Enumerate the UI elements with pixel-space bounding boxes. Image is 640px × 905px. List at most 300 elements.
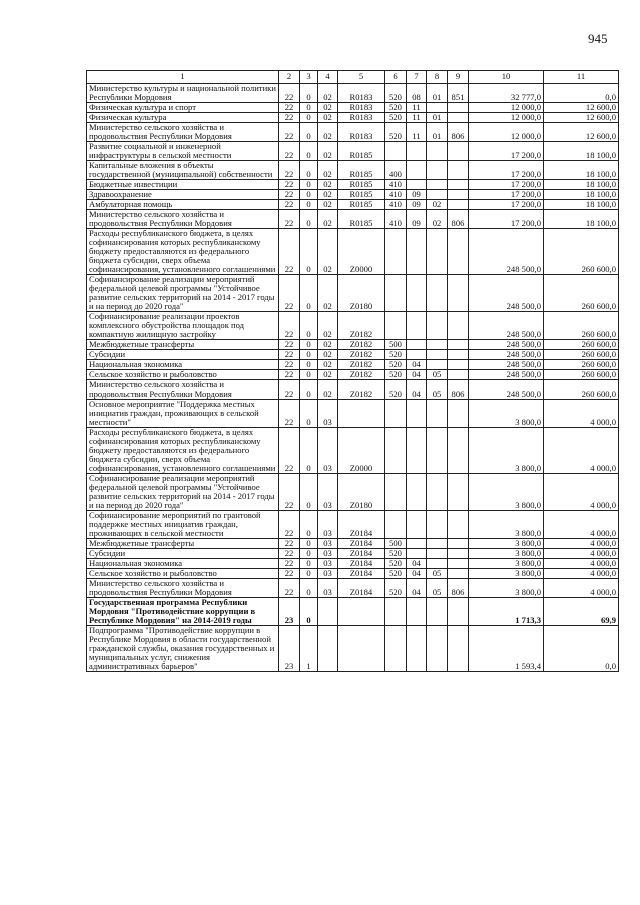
col11-amount: 69,9 [544, 597, 619, 625]
col9-value [448, 275, 469, 312]
col2-value: 22 [279, 340, 300, 350]
col6-value [385, 399, 407, 427]
col3-value: 0 [300, 142, 318, 161]
table-row [87, 538, 619, 548]
col8-value [427, 190, 448, 200]
col5-value: Z0184 [338, 568, 385, 578]
col6-value: 520 [385, 113, 407, 123]
col7-value [407, 275, 427, 312]
col8-value [427, 625, 448, 671]
col7-value: 04 [407, 360, 427, 370]
col7-value: 08 [407, 84, 427, 103]
row-name: Софинансирование реализации проектов комплексного обустройства площадок под компактную жилищную застройку [87, 312, 279, 340]
col11-amount: 260 600,0 [544, 340, 619, 350]
col7-value [407, 625, 427, 671]
col10-amount: 248 500,0 [469, 312, 544, 340]
col7-value [407, 399, 427, 427]
row-name: Национальная экономика [87, 360, 279, 370]
col10-amount: 1 713,3 [469, 597, 544, 625]
col-header: 7 [407, 71, 427, 84]
col7-value [407, 510, 427, 538]
col3-value: 0 [300, 123, 318, 142]
col4-value: 02 [318, 312, 338, 340]
col10-amount: 17 200,0 [469, 210, 544, 229]
col2-value: 22 [279, 161, 300, 180]
col10-amount: 3 800,0 [469, 548, 544, 558]
table-row [87, 473, 619, 510]
col8-value [427, 180, 448, 190]
col7-value [407, 161, 427, 180]
col-header: 3 [300, 71, 318, 84]
col10-amount: 248 500,0 [469, 340, 544, 350]
table-row [87, 360, 619, 370]
row-name: Софинансирование реализации мероприятий федеральной целевой программы "Устойчивое развитие сельских территорий на 2014 - 2017 годы и на период до 2020 года" [87, 275, 279, 312]
col2-value: 22 [279, 103, 300, 113]
col2-value: 23 [279, 625, 300, 671]
col6-value: 520 [385, 350, 407, 360]
col4-value: 02 [318, 161, 338, 180]
col6-value: 520 [385, 548, 407, 558]
col9-value [448, 103, 469, 113]
col7-value [407, 340, 427, 350]
col3-value: 0 [300, 578, 318, 597]
col10-amount: 3 800,0 [469, 510, 544, 538]
col2-value: 23 [279, 597, 300, 625]
row-name: Министерство культуры и национальной политики Республики Мордовия [87, 84, 279, 103]
col7-value [407, 350, 427, 360]
col7-value: 04 [407, 558, 427, 568]
table-row [87, 142, 619, 161]
col3-value: 0 [300, 113, 318, 123]
col10-amount: 248 500,0 [469, 229, 544, 275]
col8-value [427, 548, 448, 558]
row-name: Расходы республиканского бюджета, в целях софинансирования которых республиканскому бюджету предоставляются из федерального бюджета субсидии, сверх объема софинансирования, установленного соглашениями [87, 427, 279, 473]
table-row [87, 229, 619, 275]
table-row [87, 275, 619, 312]
col8-value [427, 427, 448, 473]
col5-value: R0185 [338, 200, 385, 210]
col5-value: Z0184 [338, 538, 385, 548]
col10-amount: 1 593,4 [469, 625, 544, 671]
col11-amount: 18 100,0 [544, 161, 619, 180]
col9-value [448, 625, 469, 671]
col7-value [407, 312, 427, 340]
col8-value [427, 473, 448, 510]
col8-value [427, 103, 448, 113]
row-name: Развитие социальной и инженерной инфраструктуры в сельской местности [87, 142, 279, 161]
col5-value: Z0180 [338, 275, 385, 312]
col10-amount: 248 500,0 [469, 350, 544, 360]
col9-value [448, 548, 469, 558]
col10-amount: 32 777,0 [469, 84, 544, 103]
col3-value: 0 [300, 568, 318, 578]
col3-value: 0 [300, 510, 318, 538]
col9-value: 806 [448, 210, 469, 229]
col3-value: 0 [300, 538, 318, 548]
col10-amount: 12 000,0 [469, 113, 544, 123]
col10-amount: 3 800,0 [469, 538, 544, 548]
table-row [87, 84, 619, 103]
col4-value: 03 [318, 558, 338, 568]
col2-value: 22 [279, 350, 300, 360]
col9-value [448, 190, 469, 200]
col11-amount: 18 100,0 [544, 210, 619, 229]
col10-amount: 3 800,0 [469, 578, 544, 597]
col4-value: 02 [318, 190, 338, 200]
col8-value [427, 597, 448, 625]
col7-value [407, 473, 427, 510]
col3-value: 0 [300, 350, 318, 360]
col10-amount: 12 000,0 [469, 103, 544, 113]
col5-value [338, 399, 385, 427]
col2-value: 22 [279, 370, 300, 380]
col9-value [448, 360, 469, 370]
col7-value [407, 427, 427, 473]
col3-value: 0 [300, 370, 318, 380]
col3-value: 0 [300, 180, 318, 190]
col6-value [385, 625, 407, 671]
col10-amount: 17 200,0 [469, 161, 544, 180]
col11-amount: 4 000,0 [544, 399, 619, 427]
table-row [87, 568, 619, 578]
row-name: Физическая культура [87, 113, 279, 123]
col10-amount: 17 200,0 [469, 180, 544, 190]
table-row [87, 123, 619, 142]
col7-value [407, 548, 427, 558]
row-name: Национальная экономика [87, 558, 279, 568]
col6-value [385, 427, 407, 473]
col8-value: 05 [427, 568, 448, 578]
col2-value: 22 [279, 548, 300, 558]
col3-value: 0 [300, 200, 318, 210]
col11-amount: 260 600,0 [544, 275, 619, 312]
budget-table [86, 70, 619, 672]
col3-value: 0 [300, 597, 318, 625]
col-header: 8 [427, 71, 448, 84]
col4-value: 03 [318, 548, 338, 558]
table-row [87, 625, 619, 671]
col6-value [385, 510, 407, 538]
row-name: Сельское хозяйство и рыболовство [87, 568, 279, 578]
col2-value: 22 [279, 84, 300, 103]
col4-value: 02 [318, 103, 338, 113]
col11-amount: 18 100,0 [544, 190, 619, 200]
col9-value [448, 350, 469, 360]
col4-value: 02 [318, 142, 338, 161]
col9-value [448, 142, 469, 161]
col3-value: 0 [300, 360, 318, 370]
col9-value [448, 370, 469, 380]
table-row [87, 312, 619, 340]
col4-value: 02 [318, 113, 338, 123]
col2-value: 22 [279, 380, 300, 399]
col7-value [407, 597, 427, 625]
row-name: Сельское хозяйство и рыболовство [87, 370, 279, 380]
col3-value: 0 [300, 190, 318, 200]
col7-value: 11 [407, 113, 427, 123]
col4-value: 02 [318, 340, 338, 350]
col2-value: 22 [279, 142, 300, 161]
table-row [87, 103, 619, 113]
col8-value [427, 312, 448, 340]
col4-value: 03 [318, 473, 338, 510]
col9-value: 806 [448, 123, 469, 142]
col2-value: 22 [279, 360, 300, 370]
col-header: 1 [87, 71, 279, 84]
col7-value: 04 [407, 380, 427, 399]
col9-value [448, 399, 469, 427]
col10-amount: 248 500,0 [469, 275, 544, 312]
col6-value: 520 [385, 123, 407, 142]
col3-value: 0 [300, 380, 318, 399]
col10-amount: 17 200,0 [469, 142, 544, 161]
row-name: Здравоохранение [87, 190, 279, 200]
col7-value: 11 [407, 103, 427, 113]
col11-amount: 4 000,0 [544, 538, 619, 548]
col7-value [407, 180, 427, 190]
col7-value: 04 [407, 568, 427, 578]
col8-value [427, 538, 448, 548]
row-name: Министерство сельского хозяйства и продовольствия Республики Мордовия [87, 380, 279, 399]
col6-value [385, 229, 407, 275]
row-name: Межбюджетные трансферты [87, 340, 279, 350]
col9-value: 806 [448, 380, 469, 399]
col6-value [385, 312, 407, 340]
col9-value [448, 538, 469, 548]
col4-value: 02 [318, 360, 338, 370]
table-row [87, 113, 619, 123]
col5-value: Z0000 [338, 229, 385, 275]
col5-value: R0185 [338, 180, 385, 190]
col3-value: 0 [300, 427, 318, 473]
row-name: Расходы республиканского бюджета, в целях софинансирования которых республиканскому бюджету предоставляются из федерального бюджета субсидии, сверх объема софинансирования, установленного соглашениями [87, 229, 279, 275]
col3-value: 0 [300, 275, 318, 312]
col5-value [338, 597, 385, 625]
col2-value: 22 [279, 210, 300, 229]
col6-value: 520 [385, 380, 407, 399]
col9-value [448, 312, 469, 340]
table-row [87, 161, 619, 180]
col3-value: 0 [300, 84, 318, 103]
col4-value: 03 [318, 427, 338, 473]
col5-value: R0185 [338, 161, 385, 180]
col2-value: 22 [279, 312, 300, 340]
col8-value [427, 360, 448, 370]
col3-value: 0 [300, 229, 318, 275]
col4-value: 02 [318, 380, 338, 399]
col4-value: 03 [318, 578, 338, 597]
col7-value: 09 [407, 210, 427, 229]
col8-value: 05 [427, 578, 448, 597]
table-row [87, 210, 619, 229]
col5-value: R0183 [338, 84, 385, 103]
col4-value: 02 [318, 229, 338, 275]
col6-value: 520 [385, 558, 407, 568]
col11-amount: 4 000,0 [544, 578, 619, 597]
col9-value [448, 229, 469, 275]
row-name: Государственная программа Республики Мордовия "Противодействие коррупции в Республике Мордовия" на 2014-2019 годы [87, 597, 279, 625]
col11-amount: 260 600,0 [544, 312, 619, 340]
col5-value: Z0182 [338, 340, 385, 350]
col2-value: 22 [279, 190, 300, 200]
col5-value: Z0182 [338, 350, 385, 360]
col3-value: 0 [300, 312, 318, 340]
table-row [87, 180, 619, 190]
col6-value [385, 473, 407, 510]
col10-amount: 3 800,0 [469, 427, 544, 473]
col3-value: 0 [300, 548, 318, 558]
col11-amount: 260 600,0 [544, 370, 619, 380]
col-header: 5 [338, 71, 385, 84]
col10-amount: 248 500,0 [469, 360, 544, 370]
col2-value: 22 [279, 510, 300, 538]
col7-value [407, 142, 427, 161]
col11-amount: 12 600,0 [544, 123, 619, 142]
col7-value: 09 [407, 190, 427, 200]
col11-amount: 4 000,0 [544, 510, 619, 538]
col4-value: 02 [318, 84, 338, 103]
col-header: 6 [385, 71, 407, 84]
col11-amount: 12 600,0 [544, 113, 619, 123]
col5-value: Z0184 [338, 558, 385, 568]
col2-value: 22 [279, 229, 300, 275]
col6-value [385, 142, 407, 161]
col2-value: 22 [279, 538, 300, 548]
col8-value [427, 558, 448, 568]
header-row [87, 71, 619, 84]
col4-value [318, 625, 338, 671]
col2-value: 22 [279, 558, 300, 568]
col-header: 9 [448, 71, 469, 84]
col6-value [385, 597, 407, 625]
row-name: Министерство сельского хозяйства и продовольствия Республики Мордовия [87, 210, 279, 229]
col9-value [448, 113, 469, 123]
col6-value: 410 [385, 180, 407, 190]
col-header: 11 [544, 71, 619, 84]
col8-value [427, 161, 448, 180]
col2-value: 22 [279, 399, 300, 427]
col9-value [448, 473, 469, 510]
col6-value: 410 [385, 210, 407, 229]
col11-amount: 4 000,0 [544, 473, 619, 510]
table-row [87, 200, 619, 210]
col8-value [427, 229, 448, 275]
col5-value: Z0184 [338, 548, 385, 558]
row-name: Основное мероприятие "Поддержка местных инициатив граждан, проживающих в сельской местности" [87, 399, 279, 427]
col10-amount: 3 800,0 [469, 399, 544, 427]
col6-value [385, 275, 407, 312]
col5-value: R0183 [338, 123, 385, 142]
col4-value: 03 [318, 538, 338, 548]
table-row [87, 399, 619, 427]
col11-amount: 12 600,0 [544, 103, 619, 113]
table-row [87, 350, 619, 360]
col8-value [427, 275, 448, 312]
col11-amount: 4 000,0 [544, 427, 619, 473]
col8-value [427, 350, 448, 360]
table-row [87, 548, 619, 558]
col6-value: 500 [385, 538, 407, 548]
col11-amount: 18 100,0 [544, 142, 619, 161]
col2-value: 22 [279, 473, 300, 510]
col5-value: R0183 [338, 113, 385, 123]
col6-value: 410 [385, 190, 407, 200]
col9-value [448, 568, 469, 578]
col5-value: R0185 [338, 142, 385, 161]
col7-value: 09 [407, 200, 427, 210]
row-name: Министерство сельского хозяйства и продовольствия Республики Мордовия [87, 578, 279, 597]
col5-value: Z0182 [338, 370, 385, 380]
col4-value: 02 [318, 370, 338, 380]
col8-value [427, 399, 448, 427]
col9-value [448, 597, 469, 625]
col11-amount: 0,0 [544, 84, 619, 103]
col11-amount: 18 100,0 [544, 180, 619, 190]
col6-value: 520 [385, 568, 407, 578]
col-header: 4 [318, 71, 338, 84]
col9-value [448, 200, 469, 210]
col5-value: Z0182 [338, 312, 385, 340]
col9-value [448, 340, 469, 350]
table-row [87, 510, 619, 538]
col11-amount: 4 000,0 [544, 558, 619, 568]
col10-amount: 17 200,0 [469, 200, 544, 210]
col5-value: Z0182 [338, 360, 385, 370]
table-row [87, 558, 619, 568]
col8-value: 02 [427, 200, 448, 210]
col11-amount: 4 000,0 [544, 548, 619, 558]
col6-value: 520 [385, 103, 407, 113]
col2-value: 22 [279, 578, 300, 597]
table-row [87, 340, 619, 350]
col9-value: 851 [448, 84, 469, 103]
col6-value: 520 [385, 578, 407, 597]
row-name: Софинансирование реализации мероприятий федеральной целевой программы "Устойчивое развитие сельских территорий на 2014 - 2017 годы и на период до 2020 года" [87, 473, 279, 510]
col8-value: 01 [427, 123, 448, 142]
row-name: Бюджетные инвестиции [87, 180, 279, 190]
col8-value: 05 [427, 380, 448, 399]
col4-value: 02 [318, 350, 338, 360]
col2-value: 22 [279, 113, 300, 123]
col3-value: 1 [300, 625, 318, 671]
col4-value: 03 [318, 510, 338, 538]
row-name: Софинансирование мероприятий по грантовой поддержке местных инициатив граждан, проживающих в сельской местности [87, 510, 279, 538]
col3-value: 0 [300, 103, 318, 113]
col7-value [407, 538, 427, 548]
col11-amount: 260 600,0 [544, 229, 619, 275]
col3-value: 0 [300, 340, 318, 350]
col11-amount: 260 600,0 [544, 360, 619, 370]
col6-value: 520 [385, 84, 407, 103]
col2-value: 22 [279, 427, 300, 473]
col2-value: 22 [279, 180, 300, 190]
table-row [87, 597, 619, 625]
col10-amount: 17 200,0 [469, 190, 544, 200]
col11-amount: 4 000,0 [544, 568, 619, 578]
col10-amount: 3 800,0 [469, 568, 544, 578]
col6-value: 400 [385, 161, 407, 180]
col7-value: 04 [407, 370, 427, 380]
col3-value: 0 [300, 210, 318, 229]
col4-value: 02 [318, 123, 338, 142]
col4-value: 02 [318, 200, 338, 210]
col3-value: 0 [300, 558, 318, 568]
col5-value [338, 625, 385, 671]
col4-value: 02 [318, 180, 338, 190]
row-name: Физическая культура и спорт [87, 103, 279, 113]
col6-value: 410 [385, 200, 407, 210]
col5-value: Z0184 [338, 510, 385, 538]
